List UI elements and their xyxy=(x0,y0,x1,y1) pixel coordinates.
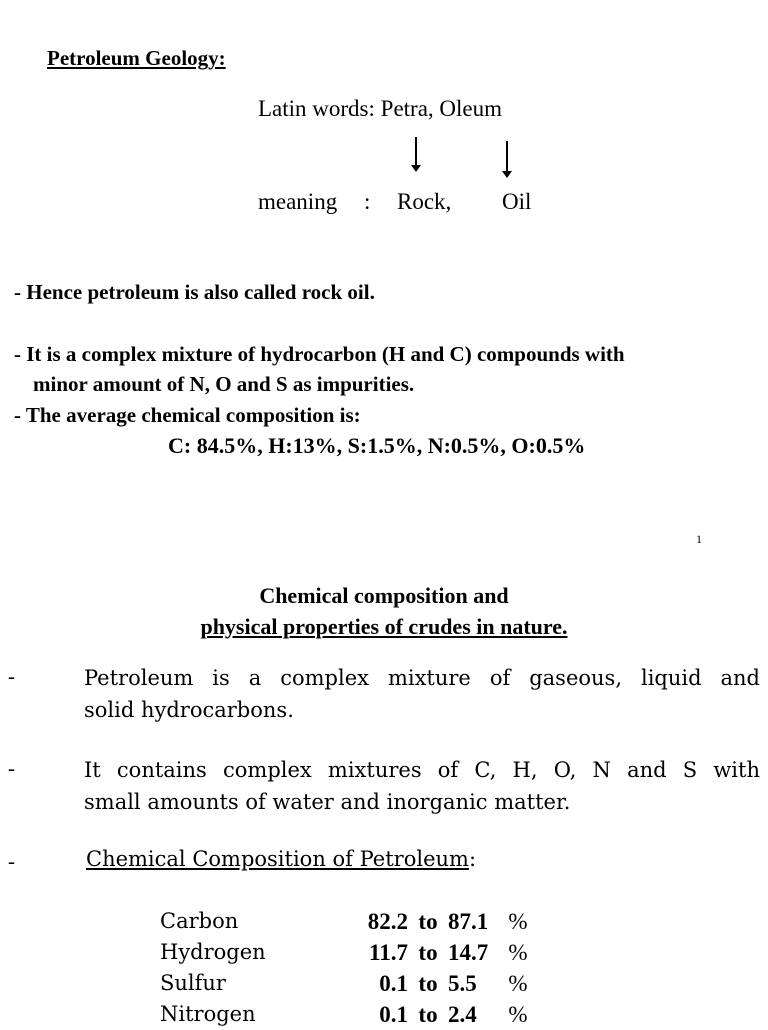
meaning-colon: : xyxy=(364,189,371,214)
statement-complex-mixture: - It is a complex mixture of hydrocarbon (H and C) compounds with xyxy=(14,342,625,366)
range-low: 11.7 xyxy=(369,940,408,965)
range-to: to xyxy=(418,1002,438,1027)
bullet-dash: - xyxy=(8,849,15,873)
arrow-down-icon xyxy=(506,141,508,172)
range-low: 0.1 xyxy=(379,971,408,996)
table-row xyxy=(160,906,538,937)
element-name: Carbon xyxy=(160,909,239,933)
range-high: 87.1 xyxy=(448,909,489,934)
range-to: to xyxy=(418,971,438,996)
range-high: 2.4 xyxy=(448,1002,477,1027)
element-name: Nitrogen xyxy=(160,1002,256,1026)
range-to: to xyxy=(418,940,438,965)
range-low: 82.2 xyxy=(367,909,408,934)
page-number: 1 xyxy=(696,532,702,546)
table-row xyxy=(160,968,538,999)
element-name: Hydrogen xyxy=(160,940,266,964)
meaning-rock: Rock, xyxy=(397,189,452,214)
table-row xyxy=(160,999,538,1030)
range-high: 14.7 xyxy=(448,940,489,965)
composition-values: C: 84.5%, H:13%, S:1.5%, N:0.5%, O:0.5% xyxy=(168,433,586,458)
statement-complex-mixture-cont: minor amount of N, O and S as impurities. xyxy=(33,372,415,396)
table-row xyxy=(160,937,538,968)
range-low: 0.1 xyxy=(379,1002,408,1027)
bullet-dash: - xyxy=(8,756,15,780)
latin-words: Latin words: Petra, Oleum xyxy=(258,96,503,121)
range-to: to xyxy=(418,909,438,934)
composition-table xyxy=(160,906,538,1030)
section-heading: Chemical composition and xyxy=(259,583,509,608)
range-unit: % xyxy=(508,909,528,934)
bullet-text: It contains complex mixtures of C, H, O, N and S with small amounts of water and inorganic matter. xyxy=(84,758,760,814)
bullet-dash: - xyxy=(8,664,15,688)
page-title: Petroleum Geology: xyxy=(47,46,226,70)
bullet-text: Petroleum is a complex mixture of gaseous, liquid and solid hydrocarbons. xyxy=(84,666,760,722)
composition-heading: Chemical Composition of Petroleum: xyxy=(86,847,477,871)
range-unit: % xyxy=(508,1002,528,1027)
section-heading-underlined: physical properties of crudes in nature. xyxy=(200,614,568,639)
meaning-oil: Oil xyxy=(502,189,532,214)
statement-rock-oil: - Hence petroleum is also called rock oil. xyxy=(14,280,375,304)
element-name: Sulfur xyxy=(160,971,226,995)
range-unit: % xyxy=(508,971,528,996)
meaning-label: meaning xyxy=(258,189,338,214)
range-unit: % xyxy=(508,940,528,965)
range-high: 5.5 xyxy=(448,971,477,996)
statement-average-composition: - The average chemical composition is: xyxy=(14,403,361,427)
arrow-down-icon xyxy=(415,137,417,166)
